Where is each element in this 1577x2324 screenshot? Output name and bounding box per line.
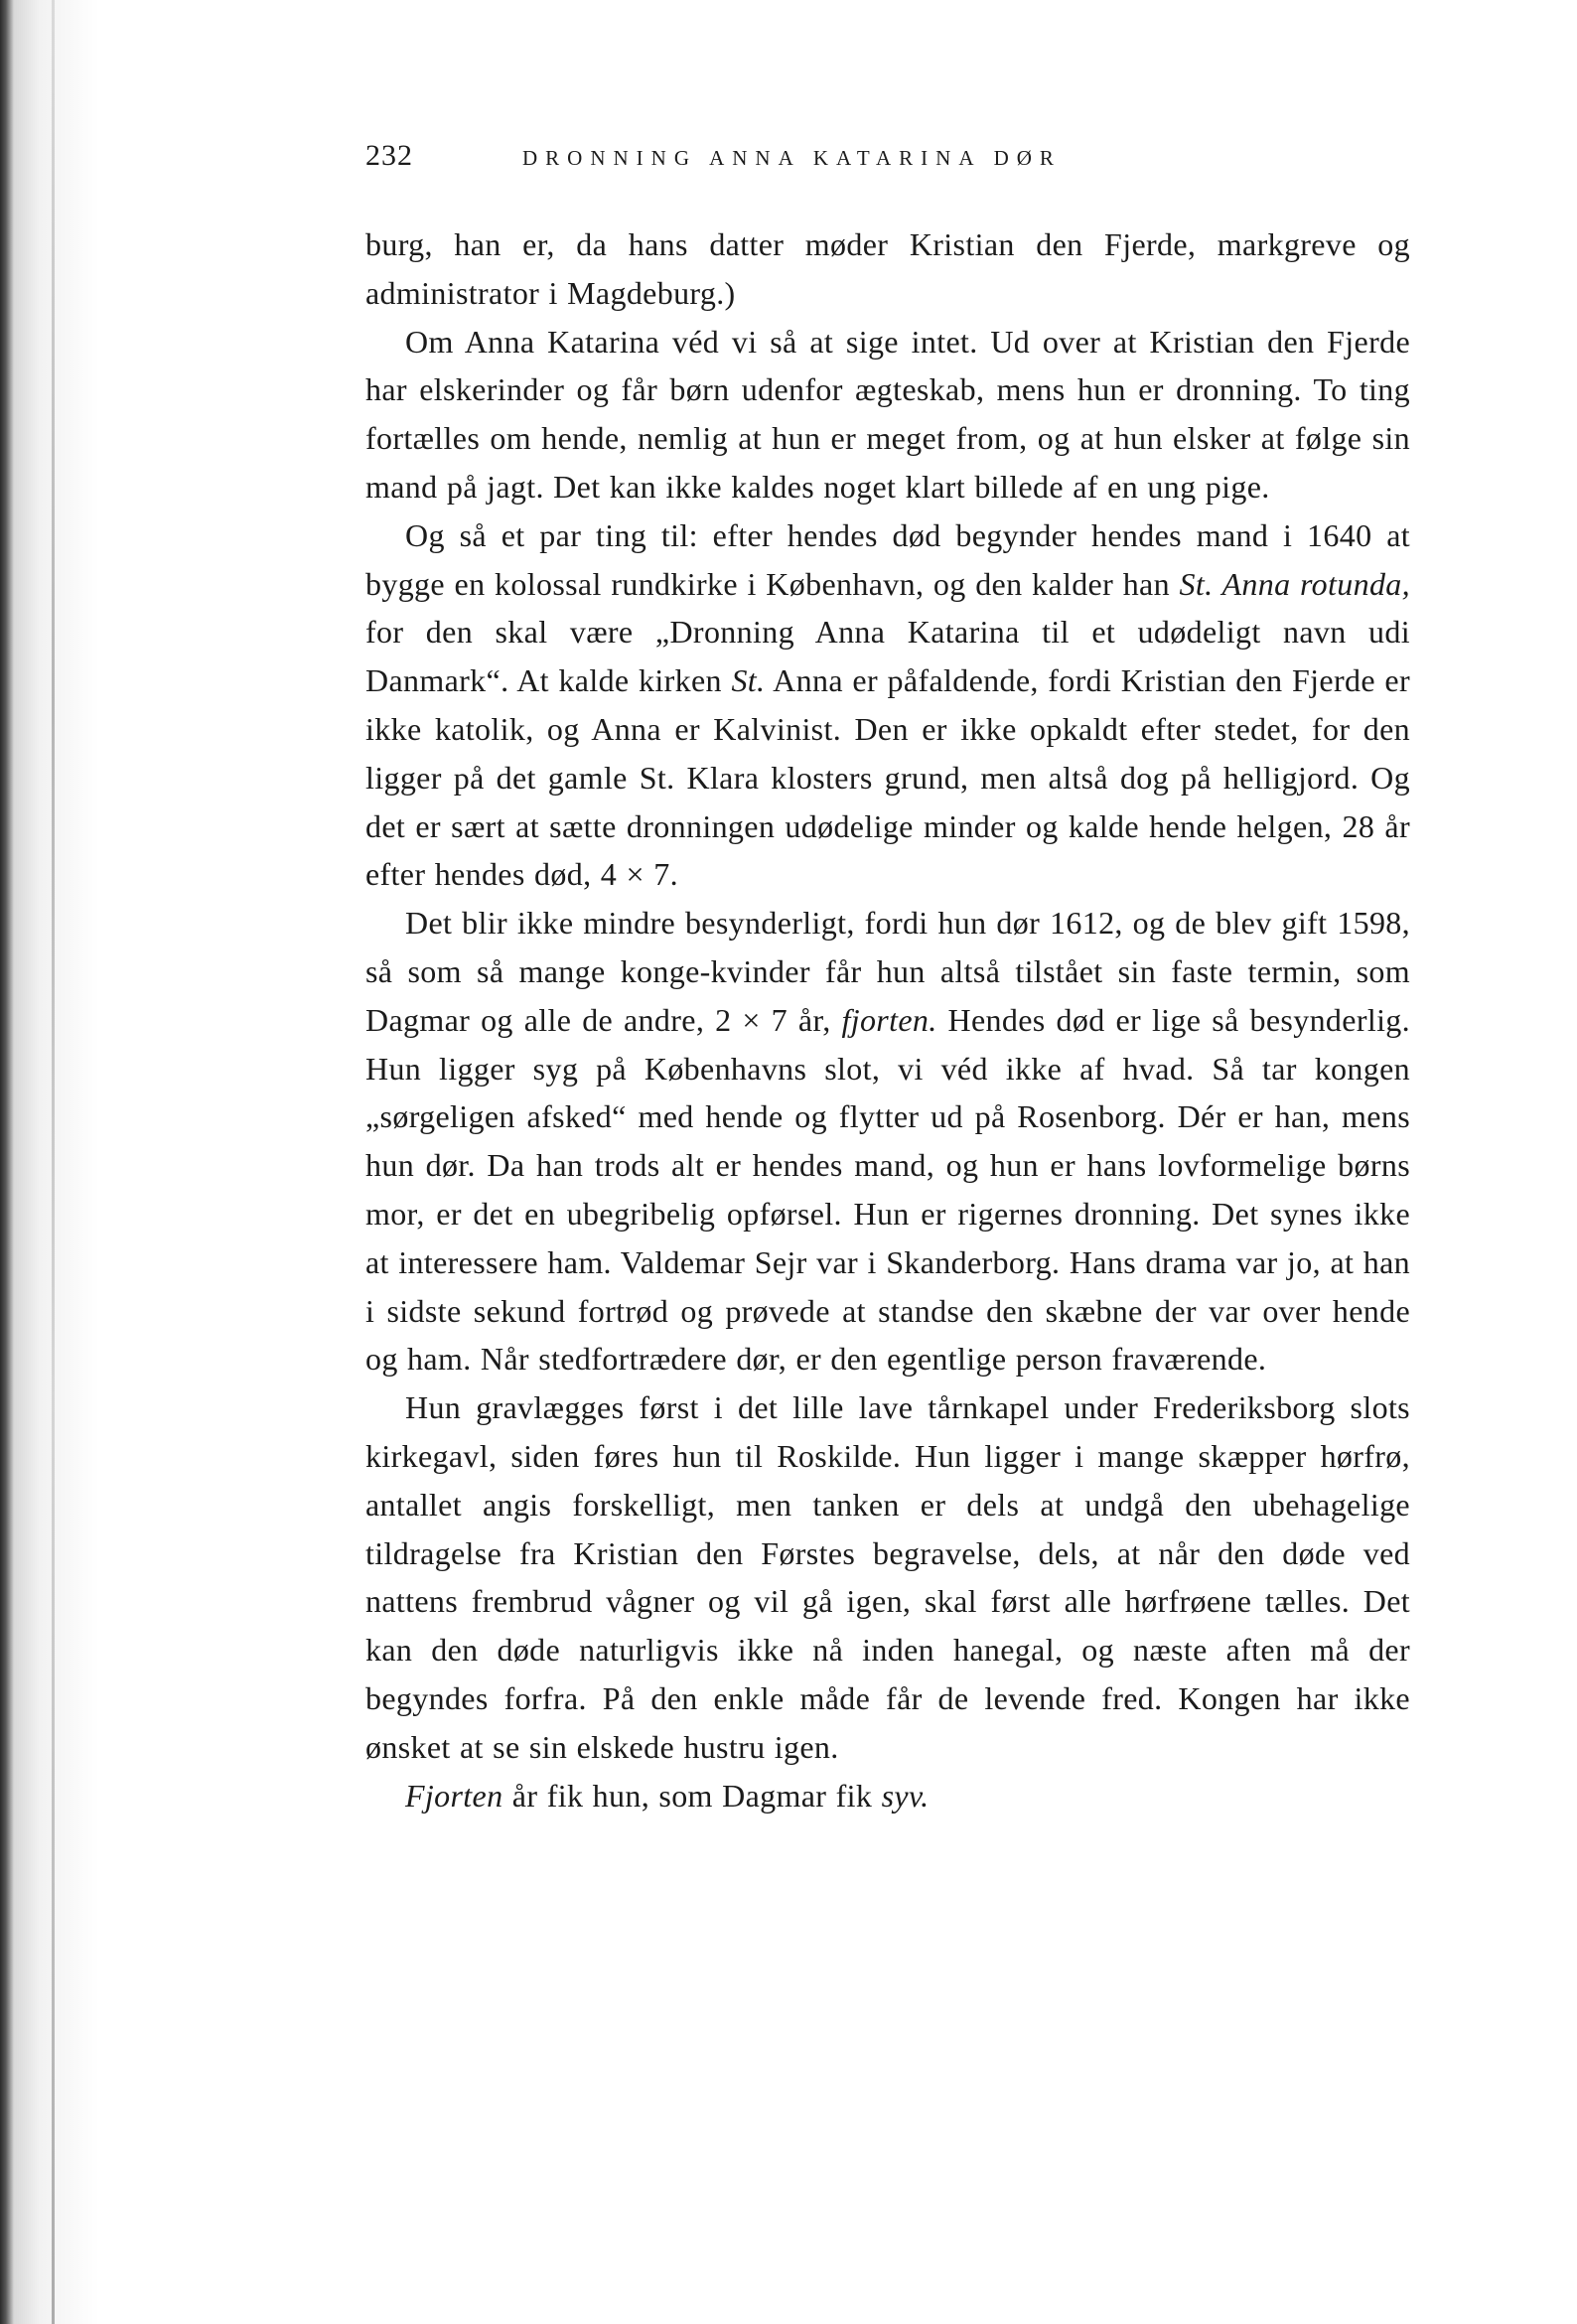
paragraph	[365, 899, 1410, 1383]
text-run: Hun gravlægges først i det lille lave tårnkapel under Frederiksborg slots kirkegavl, siden føres hun til Roskilde. Hun ligger i mange skæpper hørfrø, antallet angis forskelligt, men tanken er dels at undgå den ubehagelige tildragelse fra Kristian den Førstes begravelse, dels, at når den døde ved nattens frembrud vågner og vil gå igen, skal først alle hørfrøene tælles. Det kan den døde naturligvis ikke nå inden hanegal, og næste aften må der begyndes forfra. På den enkle måde får de levende fred. Kongen har ikke ønsket at se sin elskede hustru igen.	[365, 1389, 1410, 1765]
binding-edge	[52, 0, 55, 2324]
page-number: 232	[365, 139, 413, 172]
text-run: Anna er påfaldende, fordi Kristian den Fjerde er ikke katolik, og Anna er Kalvinist. Den er ikke opkaldt efter stedet, for den ligger på det gamle St. Klara klosters grund, men altså dog på helligjord. Og det er sært at sætte dronningen udødelige minder og kalde hende helgen, 28 år efter hendes død, 4 × 7.	[365, 662, 1410, 893]
text-run: Hendes død er lige så besynderlig. Hun ligger syg på Københavns slot, vi véd ikke af hvad. Så tar kongen „sørgeligen afsked“ med hende og flytter ud på Rosenborg. Dér er han, mens hun dør. Da han trods alt er hendes mand, og hun er hans lovformelige børns mor, er det en ubegribelig opførsel. Hun er rigernes dronning. Det synes ikke at interessere ham. Valdemar Sejr var i Skanderborg. Hans drama var jo, at han i sidste sekund fortrød og prøvede at standse den skæbne der var over hende og ham. Når stedfortrædere dør, er den egentlige person fraværende.	[365, 1001, 1411, 1378]
italic-text: Fjorten	[405, 1777, 503, 1814]
book-page	[365, 139, 1410, 1819]
text-run: Og så et par ting til: efter hendes død begynder hendes mand i 1640 at bygge en kolossal rundkirke i København, og den kalder han	[365, 516, 1410, 602]
paragraph	[365, 1772, 1410, 1820]
italic-text: fjorten.	[841, 1001, 937, 1038]
text-run: år fik hun, som Dagmar fik	[502, 1777, 882, 1814]
text-run: for den skal være „Dronning Anna Katarina til et udødeligt navn udi Danmark“. At kalde kirken	[365, 614, 1410, 699]
text-run: Det blir ikke mindre besynderligt, fordi hun dør 1612, og de blev gift 1598, så som så mange konge-kvinder får hun altså tilstået sin faste termin, som Dagmar og alle de andre, 2 × 7 år,	[365, 905, 1410, 1038]
paragraph	[365, 1383, 1410, 1771]
italic-text: St. Anna rotunda,	[1179, 565, 1410, 602]
paragraph	[365, 220, 1410, 318]
running-header	[365, 139, 1410, 179]
body-text	[365, 220, 1410, 1819]
italic-text: syv.	[881, 1777, 930, 1814]
page-binding-shadow	[0, 0, 99, 2324]
paragraph	[365, 318, 1410, 511]
italic-text: St.	[731, 662, 766, 699]
text-run: burg, han er, da hans datter møder Kristian den Fjerde, markgreve og administrator i Magdeburg.)	[365, 226, 1410, 311]
text-run: Om Anna Katarina véd vi så at sige intet. Ud over at Kristian den Fjerde har elskerinder og får børn udenfor ægteskab, mens hun er dronning. To ting fortælles om hende, nemlig at hun er meget from, og at hun elsker at følge sin mand på jagt. Det kan ikke kaldes noget klart billede af en ung pige.	[365, 323, 1410, 505]
paragraph	[365, 511, 1410, 899]
running-title: DRONNING ANNA KATARINA DØR	[522, 146, 1062, 170]
